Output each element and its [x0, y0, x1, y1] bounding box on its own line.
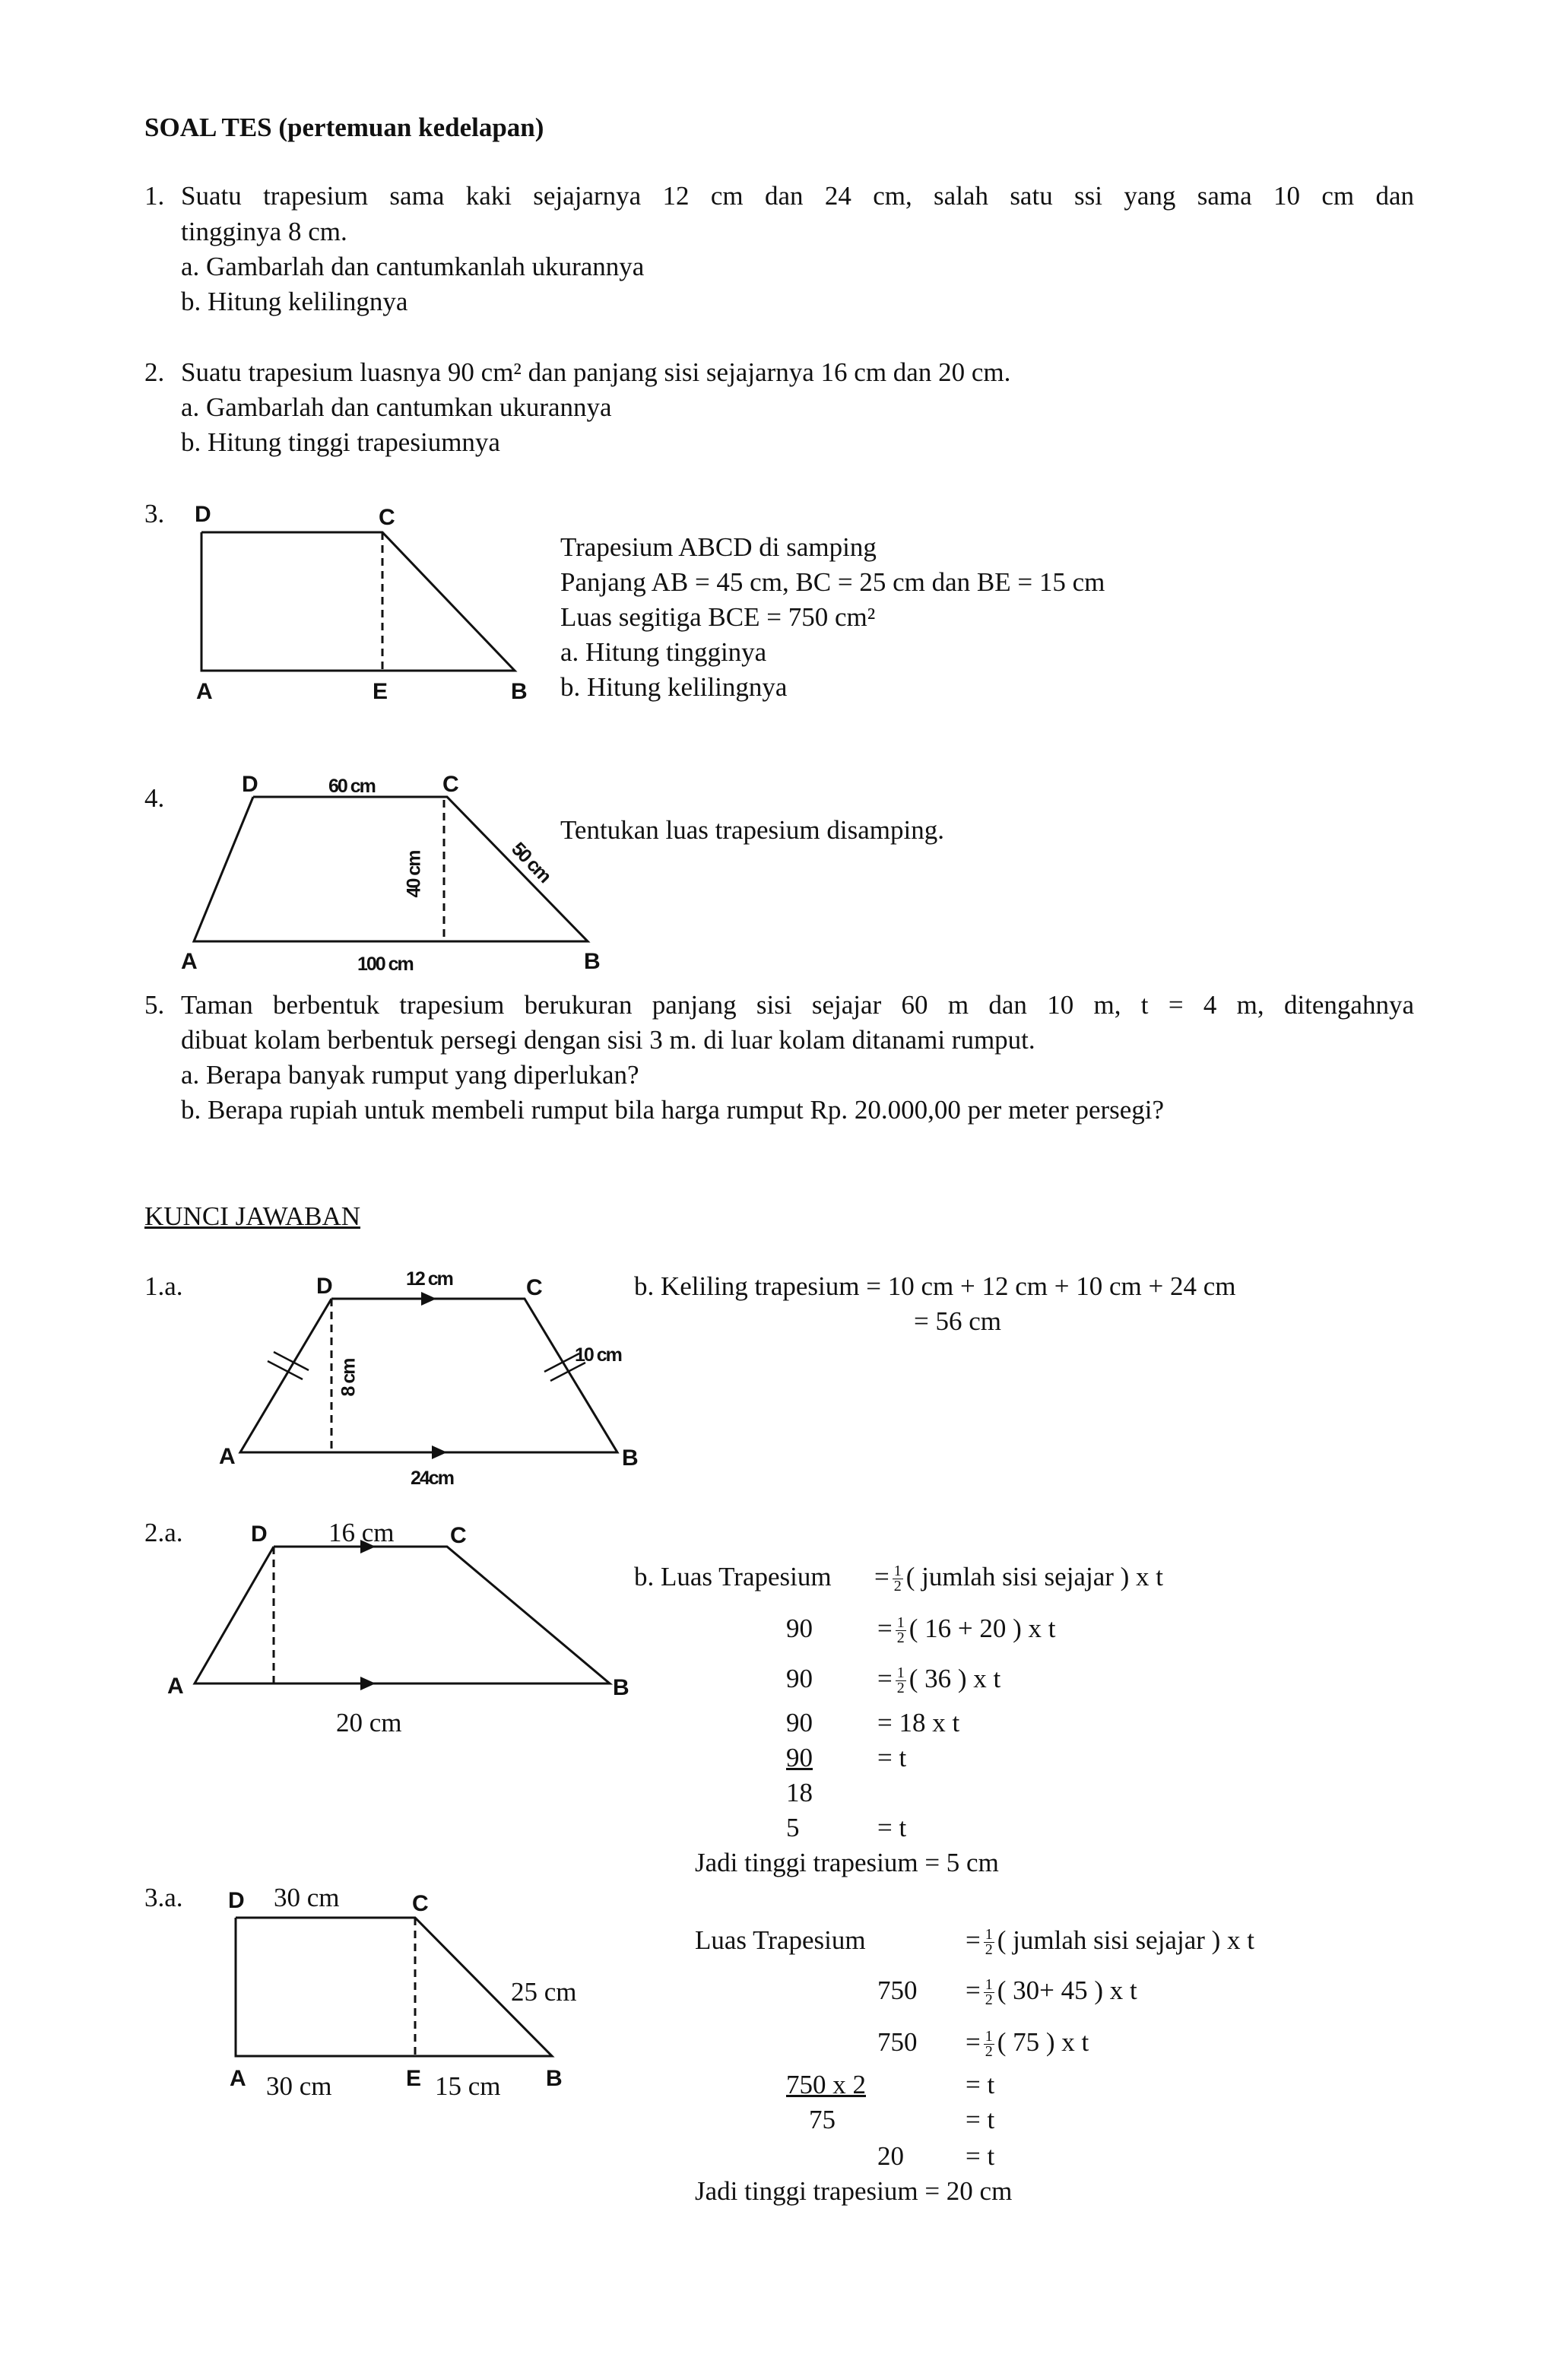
k2-label-a: A — [167, 1674, 184, 1699]
k2-row1-left: b. Luas Trapesium — [634, 1562, 832, 1591]
k3-label-b: B — [546, 2066, 563, 2091]
k2-label-c: C — [450, 1523, 467, 1548]
k2-row5-right: = t — [877, 1743, 907, 1772]
k2-conclusion: Jadi tinggi trapesium = 5 cm — [695, 1848, 999, 1877]
k3-row3-left: 750 — [877, 2027, 918, 2057]
k3-eb-length: 15 cm — [435, 2071, 501, 2101]
q2-part-a: a. Gambarlah dan cantumkan ukurannya — [181, 392, 612, 422]
q5-line2: dibuat kolam berbentuk persegi dengan sisi 3 m. di luar kolam ditanami rumput. — [181, 1025, 1035, 1055]
k2-row3-left: 90 — [786, 1664, 813, 1693]
q4-number: 4. — [144, 783, 165, 813]
k1-side-length: 10 cm — [575, 1344, 621, 1366]
k1-label-c: C — [526, 1275, 543, 1300]
k2-row7-left: 5 — [786, 1813, 800, 1842]
k3-row6-right: = t — [966, 2141, 995, 2171]
k1-label-d: D — [316, 1274, 333, 1299]
q3-text2: Panjang AB = 45 cm, BC = 25 cm dan BE = 15 cm — [560, 567, 1105, 597]
q1-number: 1. — [144, 181, 165, 211]
k3-number: 3.a. — [144, 1883, 183, 1912]
half-fraction: $\frac{1}{2}$ — [893, 1563, 902, 1595]
k3-row1-left: Luas Trapesium — [695, 1925, 866, 1955]
q3-label-e: E — [373, 679, 388, 704]
q5-number: 5. — [144, 990, 165, 1020]
k3-conclusion: Jadi tinggi trapesium = 20 cm — [695, 2176, 1013, 2206]
q3-text3: Luas segitiga BCE = 750 cm² — [560, 602, 876, 632]
q3-part-a: a. Hitung tingginya — [560, 637, 767, 667]
q3-number: 3. — [144, 499, 165, 528]
k1-label-b: B — [622, 1445, 639, 1471]
half-fraction: $\frac{1}{2}$ — [985, 1976, 993, 2009]
k3-side-length: 25 cm — [511, 1977, 577, 2007]
k3-label-d: D — [228, 1888, 245, 1913]
q1-line2: tingginya 8 cm. — [181, 217, 347, 246]
k3-row5-left: 75 — [809, 2105, 836, 2134]
half-fraction: $\frac{1}{2}$ — [985, 2028, 993, 2061]
half-fraction: $\frac{1}{2}$ — [896, 1664, 905, 1697]
q1-line1: Suatu trapesium sama kaki sejajarnya 12 cm dan 24 cm, salah satu ssi yang sama 10 cm dan — [181, 181, 1414, 211]
k2-row7-right: = t — [877, 1813, 907, 1842]
q3-text1: Trapesium ABCD di samping — [560, 532, 877, 562]
q4-text: Tentukan luas trapesium disamping. — [560, 815, 944, 845]
k2-row2-right: = $\frac{1}{2}$ ( 16 + 20 ) x t — [877, 1614, 1056, 1647]
k3-top-length: 30 cm — [274, 1883, 340, 1912]
q4-label-d: D — [242, 772, 258, 797]
q2-line1: Suatu trapesium luasnya 90 cm² dan panjang sisi sejajarnya 16 cm dan 20 cm. — [181, 357, 1011, 387]
k3-row4-right: = t — [966, 2070, 995, 2099]
q3-label-a: A — [196, 679, 213, 704]
k2-row5-left: 90 — [786, 1743, 813, 1772]
k3-row5-right: = t — [966, 2105, 995, 2134]
k1-number: 1.a. — [144, 1271, 183, 1301]
q3-label-c: C — [379, 505, 395, 530]
q4-label-c: C — [442, 772, 459, 797]
q4-top-length: 60 cm — [328, 776, 375, 797]
k3-row6-left: 20 — [877, 2141, 904, 2171]
half-fraction: $\frac{1}{2}$ — [985, 1926, 993, 1959]
k3-row3-right: = $\frac{1}{2}$ ( 75 ) x t — [966, 2027, 1089, 2061]
k1-top-length: 12 cm — [406, 1268, 452, 1290]
q1-part-b: b. Hitung kelilingnya — [181, 287, 408, 316]
half-fraction: $\frac{1}{2}$ — [896, 1614, 905, 1647]
k2-row6-left: 18 — [786, 1778, 813, 1807]
k1-perimeter-line1: b. Keliling trapesium = 10 cm + 12 cm + 10 cm + 24 cm — [634, 1271, 1236, 1301]
k3-row1-right: = $\frac{1}{2}$ ( jumlah sisi sejajar ) x t — [966, 1925, 1255, 1959]
k3-label-a: A — [230, 2066, 246, 2091]
k1-height-length: 8 cm — [338, 1359, 360, 1397]
k2-row3-right: = $\frac{1}{2}$ ( 36 ) x t — [877, 1664, 1001, 1697]
k2-label-d: D — [251, 1522, 268, 1547]
k2-row4-left: 90 — [786, 1708, 813, 1737]
q2-part-b: b. Hitung tinggi trapesiumnya — [181, 427, 500, 457]
k3-row4-left: 750 x 2 — [786, 2070, 866, 2099]
q4-bottom-length: 100 cm — [357, 954, 413, 975]
k3-row2-right: = $\frac{1}{2}$ ( 30+ 45 ) x t — [966, 1975, 1137, 2009]
k2-row4-right: = 18 x t — [877, 1708, 960, 1737]
k1-bottom-length: 24cm — [411, 1468, 453, 1489]
k3-ae-length: 30 cm — [266, 2071, 332, 2101]
q4-label-b: B — [584, 949, 601, 974]
answer-key-heading: KUNCI JAWABAN — [144, 1201, 360, 1231]
k2-label-b: B — [613, 1675, 629, 1700]
k3-label-e: E — [406, 2066, 422, 2091]
k1-perimeter-line2: = 56 cm — [914, 1306, 1001, 1336]
k1-label-a: A — [219, 1444, 236, 1469]
q4-height-length: 40 cm — [403, 851, 425, 898]
k2-row2-left: 90 — [786, 1614, 813, 1643]
q4-side-length: 50 cm — [507, 838, 555, 887]
k2-row1-right: = $\frac{1}{2}$ ( jumlah sisi sejajar ) x t — [874, 1562, 1164, 1595]
page-title: SOAL TES (pertemuan kedelapan) — [144, 113, 544, 142]
q5-line1: Taman berbentuk trapesium berukuran panjang sisi sejajar 60 m dan 10 m, t = 4 m, ditengahnya — [181, 990, 1414, 1020]
q5-part-b: b. Berapa rupiah untuk membeli rumput bila harga rumput Rp. 20.000,00 per meter persegi? — [181, 1095, 1165, 1125]
k2-number: 2.a. — [144, 1518, 183, 1547]
k2-top-length: 16 cm — [328, 1518, 395, 1547]
k3-label-c: C — [412, 1891, 429, 1916]
q1-part-a: a. Gambarlah dan cantumkanlah ukurannya — [181, 252, 645, 281]
q4-label-a: A — [181, 949, 198, 974]
q3-part-b: b. Hitung kelilingnya — [560, 672, 788, 702]
q3-label-d: D — [195, 502, 211, 527]
q5-part-a: a. Berapa banyak rumput yang diperlukan? — [181, 1060, 639, 1090]
k3-row2-left: 750 — [877, 1975, 918, 2005]
q2-number: 2. — [144, 357, 165, 387]
k2-bottom-length: 20 cm — [336, 1708, 402, 1737]
q3-label-b: B — [511, 679, 528, 704]
